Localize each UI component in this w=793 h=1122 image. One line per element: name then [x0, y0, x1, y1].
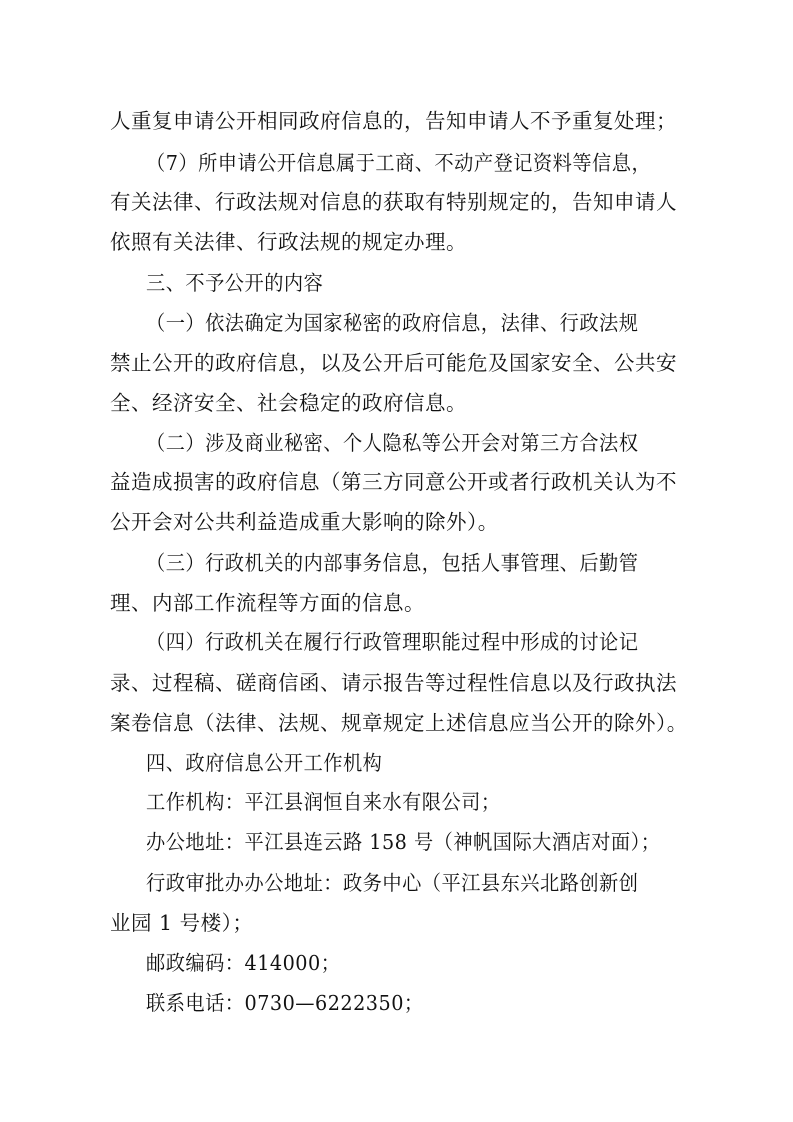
paragraph-line: 理、内部工作流程等方面的信息。: [110, 591, 425, 615]
paragraph-line: （二）涉及商业秘密、个人隐私等公开会对第三方合法权: [146, 431, 639, 455]
paragraph-line: 录、过程稿、磋商信函、请示报告等过程性信息以及行政执法: [110, 671, 677, 695]
section-heading-4: 四、政府信息公开工作机构: [146, 751, 383, 775]
paragraph-line: 人重复申请公开相同政府信息的，告知申请人不予重复处理；: [110, 109, 677, 133]
contact-approval-address-cont: 业园 1 号楼）；: [110, 911, 254, 935]
contact-approval-address: 行政审批办办公地址：政务中心（平江县东兴北路创新创: [146, 871, 639, 895]
contact-phone: 联系电话：0730—6222350；: [146, 991, 424, 1015]
paragraph-line: 有关法律、行政法规对信息的获取有特别规定的，告知申请人: [110, 190, 677, 214]
contact-postcode: 邮政编码：414000；: [146, 951, 341, 975]
paragraph-line: 益造成损害的政府信息（第三方同意公开或者行政机关认为不: [110, 470, 677, 494]
paragraph-line: （三）行政机关的内部事务信息，包括人事管理、后勤管: [146, 551, 639, 575]
paragraph-line: 公开会对公共利益造成重大影响的除外）。: [110, 510, 499, 534]
contact-org: 工作机构：平江县润恒自来水有限公司；: [146, 790, 501, 814]
paragraph-line: 案卷信息（法律、法规、规章规定上述信息应当公开的除外）。: [110, 711, 688, 735]
section-heading-3: 三、不予公开的内容: [146, 271, 324, 295]
paragraph-line: 依照有关法律、行政法规的规定办理。: [110, 230, 467, 254]
paragraph-line: 禁止公开的政府信息，以及公开后可能危及国家安全、公共安: [110, 351, 677, 375]
paragraph-line: 全、经济安全、社会稳定的政府信息。: [110, 391, 467, 415]
paragraph-line: （四）行政机关在履行行政管理职能过程中形成的讨论记: [146, 630, 639, 654]
contact-address: 办公地址：平江县连云路 158 号（神帆国际大酒店对面）；: [146, 830, 661, 854]
paragraph-line: （7）所申请公开信息属于工商、不动产登记资料等信息，: [146, 151, 652, 175]
paragraph-line: （一）依法确定为国家秘密的政府信息，法律、行政法规: [146, 311, 639, 335]
